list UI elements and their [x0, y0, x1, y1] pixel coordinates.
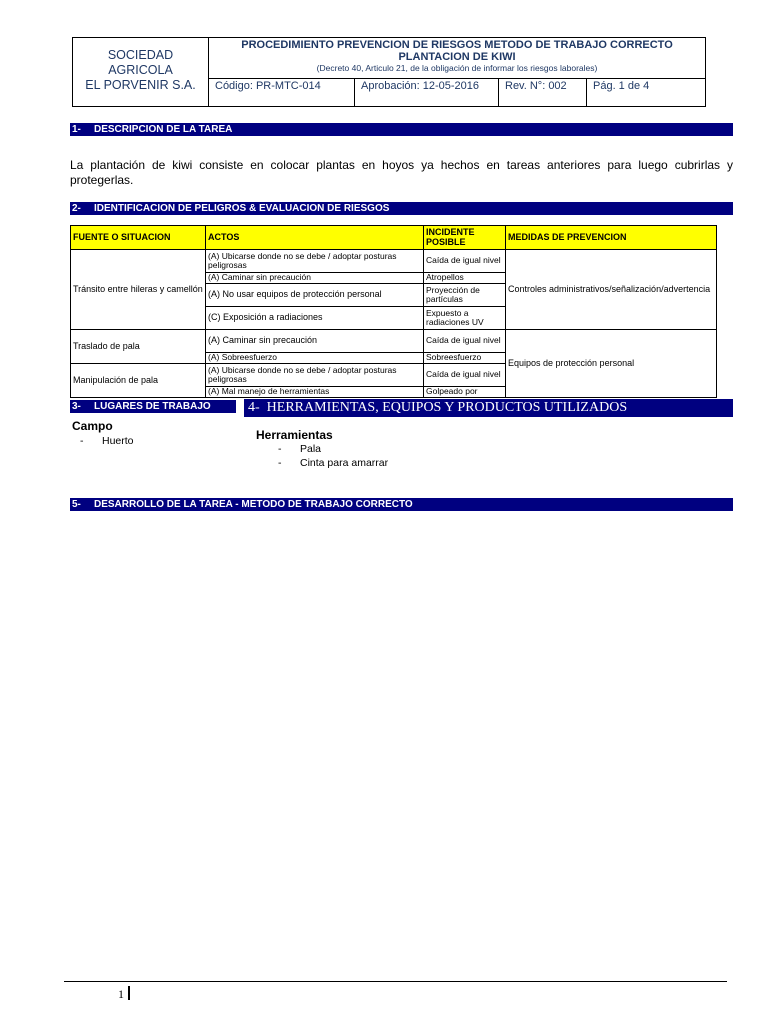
section-4-title: HERRAMIENTAS, EQUIPOS Y PRODUCTOS UTILIZADOS: [266, 400, 628, 415]
list-item: - Pala: [278, 443, 322, 455]
company-line-1: SOCIEDAD: [107, 48, 174, 62]
tools-subtitle: Herramientas: [256, 428, 333, 442]
document-code: Código: PR-MTC-014: [209, 79, 355, 107]
incidente-cell: Expuesto a radiaciones UV: [424, 307, 506, 330]
fuente-cell: Tránsito entre hileras y camellón: [71, 250, 206, 330]
incidente-cell: Atropellos: [424, 273, 506, 284]
list-item: - Cinta para amarrar: [278, 457, 389, 469]
section-5-heading: [70, 498, 733, 511]
document-header: [72, 37, 706, 107]
section-2-title: IDENTIFICACION DE PELIGROS & EVALUACION DE RIESGOS: [94, 203, 390, 214]
risk-table: [70, 225, 717, 398]
section-3-heading: [70, 400, 236, 413]
medida-cell: Controles administrativos/señalización/advertencia: [506, 250, 717, 330]
acto-cell: (A) Sobreesfuerzo: [206, 353, 424, 364]
column-header-fuente: FUENTE O SITUACION: [71, 226, 206, 250]
document-meta: [209, 78, 705, 107]
fuente-cell: Manipulación de pala: [71, 364, 206, 398]
company-line-2: AGRICOLA: [108, 63, 173, 77]
section-4-heading: [244, 399, 733, 417]
page-indicator: Pág. 1 de 4: [593, 80, 650, 92]
page-number-label: 1: [118, 987, 124, 1001]
incidente-cell: Caída de igual nivel: [424, 250, 506, 273]
incidente-cell: Proyección de partículas: [424, 284, 506, 307]
task-description: La plantación de kiwi consiste en colocar plantas en hoyos ya hechos en tareas anteriores para luego cubrirlas y protegerlas.: [70, 158, 733, 187]
incidente-cell: Caída de igual nivel: [424, 330, 506, 353]
section-3-title: LUGARES DE TRABAJO: [94, 401, 211, 412]
tools-list: [278, 442, 388, 470]
section-1-number: 1-: [72, 124, 81, 135]
revision-number: Rev. N°: 002: [499, 79, 587, 107]
section-1-title: DESCRIPCION DE LA TAREA: [94, 124, 233, 135]
section-1-heading: [70, 123, 733, 136]
tool-label: Cinta para amarrar: [300, 457, 389, 469]
incidente-cell: Sobreesfuerzo: [424, 353, 506, 364]
page-number: [118, 986, 130, 1002]
acto-cell: (A) Caminar sin precaución: [206, 330, 424, 353]
table-row: [71, 330, 717, 353]
section-4-number: 4-: [248, 400, 260, 415]
fuente-cell: Traslado de pala: [71, 330, 206, 364]
title-line-3: (Decreto 40, Articulo 21, de la obligación de informar los riesgos laborales): [316, 63, 598, 73]
company-name: [73, 38, 209, 106]
acto-cell: (C) Exposición a radiaciones: [206, 307, 424, 330]
title-line-2: PLANTACION DE KIWI: [398, 51, 516, 63]
title-line-1: PROCEDIMIENTO PREVENCION DE RIESGOS METODO DE TRABAJO CORRECTO: [241, 39, 673, 51]
work-place-title: Campo: [72, 419, 113, 433]
acto-cell: (A) Mal manejo de herramientas: [206, 387, 424, 398]
acto-cell: (A) Ubicarse donde no se debe / adoptar posturas peligrosas: [206, 250, 424, 273]
column-header-actos: ACTOS: [206, 226, 424, 250]
section-2-heading: [70, 202, 733, 215]
column-header-medidas: MEDIDAS DE PREVENCION: [506, 226, 717, 250]
work-place-item: - Huerto: [80, 435, 134, 447]
approval-date: Aprobación: 12-05-2016: [355, 79, 499, 107]
work-place-label: Huerto: [102, 435, 134, 447]
section-5-number: 5-: [72, 499, 81, 510]
acto-cell: (A) Ubicarse donde no se debe / adoptar posturas peligrosas: [206, 364, 424, 387]
section-3-number: 3-: [72, 401, 81, 412]
tool-label: Pala: [300, 443, 322, 455]
acto-cell: (A) Caminar sin precaución: [206, 273, 424, 284]
section-5-title: DESARROLLO DE LA TAREA - METODO DE TRABAJO CORRECTO: [94, 499, 413, 510]
risk-table-header: [71, 226, 717, 250]
acto-cell: (A) No usar equipos de protección personal: [206, 284, 424, 307]
section-2-number: 2-: [72, 203, 81, 214]
medida-cell: Equipos de protección personal: [506, 330, 717, 398]
page-number-separator: [128, 986, 130, 1000]
footer-rule: [64, 981, 727, 982]
incidente-cell: Caída de igual nivel: [424, 364, 506, 387]
table-row: [71, 250, 717, 273]
company-line-3: EL PORVENIR S.A.: [85, 78, 196, 92]
column-header-incidente: INCIDENTE POSIBLE: [424, 226, 506, 250]
incidente-cell: Golpeado por: [424, 387, 506, 398]
document-title: [209, 38, 705, 78]
